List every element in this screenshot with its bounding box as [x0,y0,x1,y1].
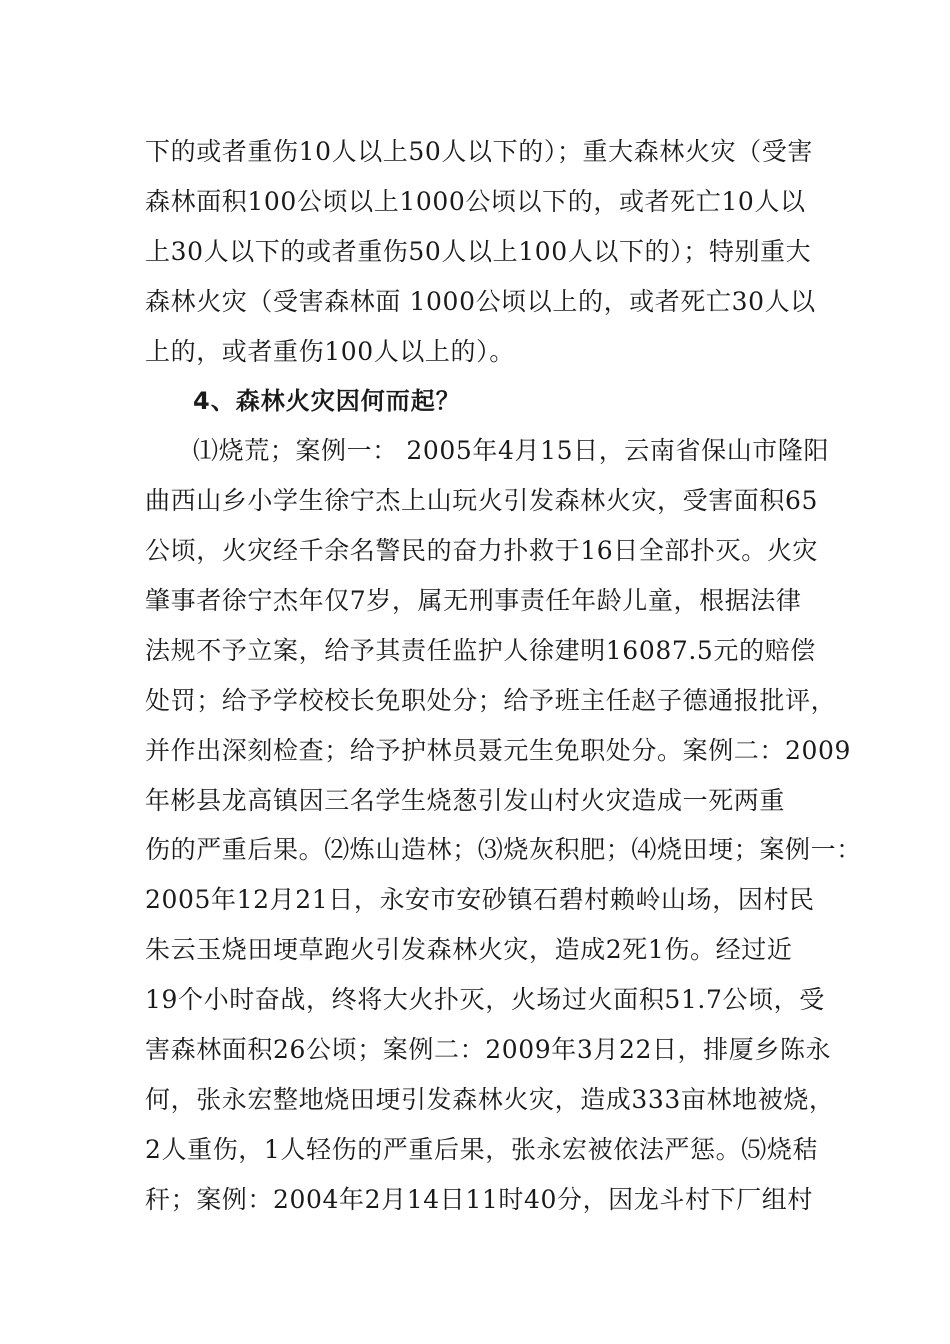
paragraph-line: 下的或者重伤10人以上50人以下的）；重大森林火灾（受害 [145,137,813,166]
section-heading: 4、森林火灾因何而起？ [193,387,461,415]
paragraph-line: 2人重伤，1人轻伤的严重后果，张永宏被依法严惩。⑸烧秸 [145,1135,819,1164]
paragraph-line: 曲西山乡小学生徐宁杰上山玩火引发森林火灾，受害面积65 [145,486,819,515]
paragraph-line: 朱云玉烧田埂草跑火引发森林火灾，造成2死1伤。经过近 [145,935,793,964]
paragraph-line: 并作出深刻检查；给予护林员聂元生免职处分。案例二：2009 [145,736,852,765]
paragraph-line: 2005年12月21日，永安市安砂镇石碧村赖岭山场，因村民 [145,885,815,914]
paragraph-line: 处罚；给予学校校长免职处分；给予班主任赵子德通报批评， [145,686,837,715]
paragraph-line: 秆；案例：2004年2月14日11时40分，因龙斗村下厂组村 [145,1185,813,1214]
paragraph-line: 伤的严重后果。⑵炼山造林；⑶烧灰积肥；⑷烧田埂；案例一： [145,835,862,864]
paragraph-line: 森林面积100公顷以上1000公顷以下的，或者死亡10人以 [145,187,806,216]
paragraph-line: 何，张永宏整地烧田埂引发森林火灾，造成333亩林地被烧， [145,1085,835,1114]
paragraph-line: 肇事者徐宁杰年仅7岁，属无刑事责任年龄儿童，根据法律 [145,586,802,615]
paragraph-line: 上的，或者重伤100人以上的）。 [145,337,515,366]
paragraph-line: 害森林面积26公顷；案例二：2009年3月22日，排厦乡陈永 [145,1035,832,1064]
paragraph-line: 19个小时奋战，终将大火扑灭，火场过火面积51.7公顷，受 [145,985,825,1014]
paragraph-line: 年彬县龙高镇因三名学生烧葱引发山村火灾造成一死两重 [145,786,786,815]
paragraph-line: 森林火灾（受害森林面 1000公顷以上的，或者死亡30人以 [145,287,816,316]
paragraph-line: ⑴烧荒；案例一： 2005年4月15日，云南省保山市隆阳 [193,436,830,465]
paragraph-line: 公顷，火灾经千余名警民的奋力扑救于16日全部扑灭。火灾 [145,536,819,565]
paragraph-line: 上30人以下的或者重伤50人以上100人以下的）；特别重大 [145,237,812,266]
paragraph-line: 法规不予立案，给予其责任监护人徐建明16087.5元的赔偿 [145,636,816,665]
